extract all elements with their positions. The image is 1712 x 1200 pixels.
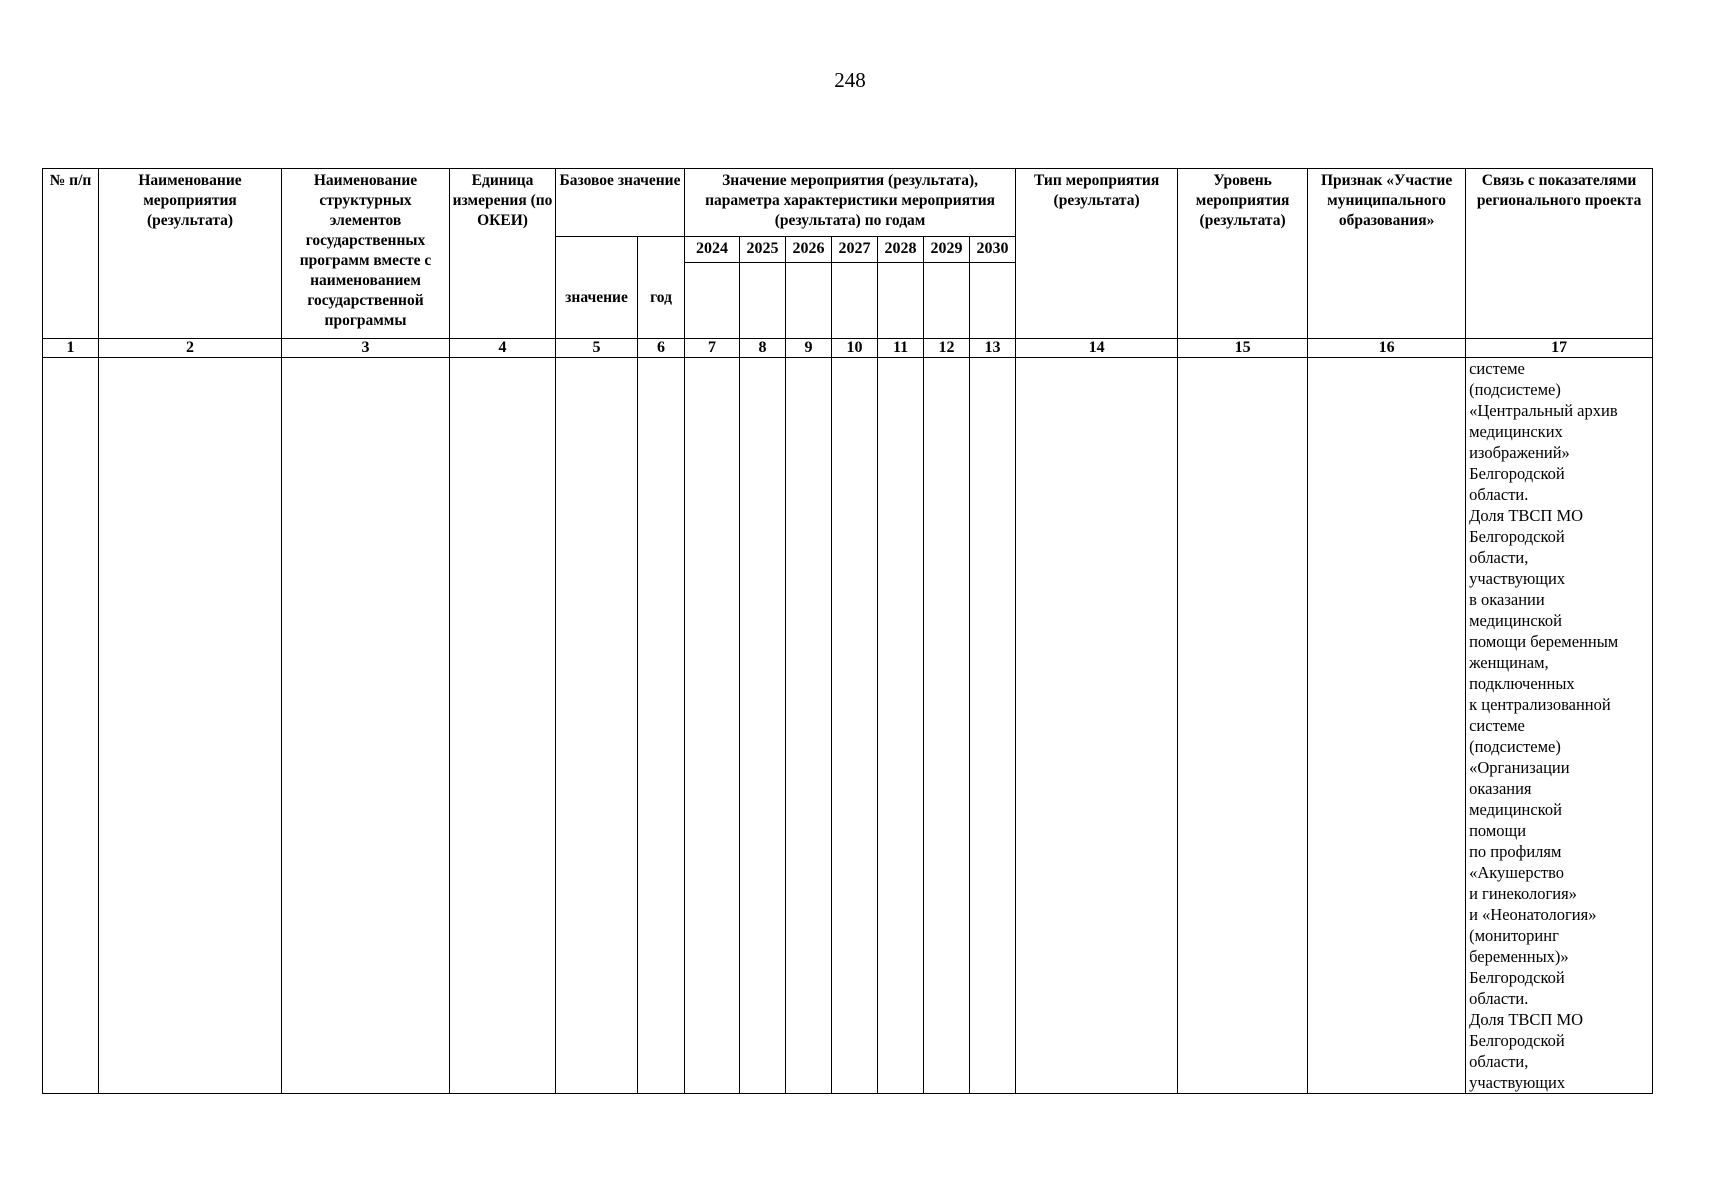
regional-link-line: области. [1469, 989, 1529, 1008]
column-number: 2 [99, 339, 282, 358]
header-measure-name: Наименование мероприятия (результата) [99, 169, 282, 339]
regional-link-line: помощи беременным [1469, 632, 1619, 651]
header-year-2027: 2027 [832, 237, 878, 263]
header-year-2026: 2026 [786, 237, 832, 263]
header-base-value: Базовое значение [556, 169, 685, 237]
header-year-2026-space [786, 263, 832, 339]
header-measure-level: Уровень мероприятия (результата) [1178, 169, 1308, 339]
header-values-by-year: Значение мероприятия (результата), параметра характеристики мероприятия (результата) по годам [685, 169, 1016, 237]
regional-link-line: Белгородской [1469, 464, 1565, 483]
cell-value-2028 [878, 358, 924, 1094]
column-number: 1 [43, 339, 99, 358]
regional-link-line: помощи [1469, 821, 1527, 840]
column-number: 8 [740, 339, 786, 358]
regional-link-line: медицинской [1469, 800, 1562, 819]
column-number: 4 [450, 339, 556, 358]
column-number: 11 [878, 339, 924, 358]
regional-link-line: «Акушерство [1469, 863, 1565, 882]
regional-link-line: Белгородской [1469, 1031, 1565, 1050]
measures-table [42, 168, 1653, 1094]
header-measure-type: Тип мероприятия (результата) [1016, 169, 1178, 339]
header-year-2025: 2025 [740, 237, 786, 263]
header-year-2024: 2024 [685, 237, 740, 263]
regional-link-line: «Центральный архив [1469, 401, 1618, 420]
regional-link-line: Белгородской [1469, 527, 1565, 546]
header-year-2024-space [685, 263, 740, 339]
regional-link-line: подключенных [1469, 674, 1575, 693]
regional-link-line: участвующих [1469, 569, 1566, 588]
header-municipal-participation: Признак «Участие муниципального образования» [1308, 169, 1466, 339]
column-number: 12 [924, 339, 970, 358]
header-unit: Единица измерения (по ОКЕИ) [450, 169, 556, 339]
cell-measure-level [1178, 358, 1308, 1094]
cell-value-2026 [786, 358, 832, 1094]
header-year-2027-space [832, 263, 878, 339]
column-number: 3 [282, 339, 450, 358]
regional-link-line: (подсистеме) [1469, 737, 1561, 756]
header-year-2029-space [924, 263, 970, 339]
cell-value-2029 [924, 358, 970, 1094]
regional-link-line: области. [1469, 485, 1529, 504]
regional-link-line: по профилям [1469, 842, 1562, 861]
header-base-value-year: год [638, 237, 685, 339]
column-number: 15 [1178, 339, 1308, 358]
regional-link-line: оказания [1469, 779, 1532, 798]
header-row-1 [43, 169, 1653, 237]
header-number: № п/п [43, 169, 99, 339]
cell-measure-name [99, 358, 282, 1094]
regional-link-line: и «Неонатология» [1469, 905, 1597, 924]
regional-link-line: (подсистеме) [1469, 380, 1561, 399]
regional-link-line: Белгородской [1469, 968, 1565, 987]
cell-measure-type [1016, 358, 1178, 1094]
header-regional-link: Связь с показателями регионального проекта [1466, 169, 1653, 339]
header-year-2030: 2030 [970, 237, 1016, 263]
header-year-2028-space [878, 263, 924, 339]
regional-link-line: женщинам, [1469, 653, 1549, 672]
cell-municipal-participation [1308, 358, 1466, 1094]
cell-unit [450, 358, 556, 1094]
cell-regional-link [1466, 358, 1653, 1094]
column-number: 6 [638, 339, 685, 358]
regional-link-line: Доля ТВСП МО [1469, 1010, 1584, 1029]
column-number: 7 [685, 339, 740, 358]
table-row [43, 358, 1653, 1094]
column-number: 5 [556, 339, 638, 358]
regional-link-line: (мониторинг [1469, 926, 1559, 945]
cell-base-value [556, 358, 638, 1094]
header-structural-elements: Наименование структурных элементов государственных программ вместе с наименованием государственной программы [282, 169, 450, 339]
header-year-2029: 2029 [924, 237, 970, 263]
regional-link-line: изображений» [1469, 443, 1570, 462]
cell-value-2030 [970, 358, 1016, 1094]
column-number: 9 [786, 339, 832, 358]
regional-link-line: Доля ТВСП МО [1469, 506, 1584, 525]
column-number: 14 [1016, 339, 1178, 358]
regional-link-line: в оказании [1469, 590, 1545, 609]
column-number: 17 [1466, 339, 1653, 358]
column-number: 16 [1308, 339, 1466, 358]
regional-link-line: медицинских [1469, 422, 1563, 441]
regional-link-line: «Организации [1469, 758, 1570, 777]
header-year-2025-space [740, 263, 786, 339]
page-number: 248 [834, 68, 866, 92]
regional-link-line: участвующих [1469, 1073, 1566, 1092]
cell-value-2027 [832, 358, 878, 1094]
column-number: 10 [832, 339, 878, 358]
regional-link-line: к централизованной [1469, 695, 1611, 714]
header-base-value-value: значение [556, 237, 638, 339]
regional-link-line: и гинекология» [1469, 884, 1577, 903]
cell-structural-elements [282, 358, 450, 1094]
regional-link-line: системе [1469, 716, 1525, 735]
header-year-2028: 2028 [878, 237, 924, 263]
cell-value-2024 [685, 358, 740, 1094]
column-number: 13 [970, 339, 1016, 358]
regional-link-line: области, [1469, 548, 1529, 567]
regional-link-line: беременных)» [1469, 947, 1569, 966]
cell-number [43, 358, 99, 1094]
cell-base-year [638, 358, 685, 1094]
column-number-row [43, 339, 1653, 358]
regional-link-line: области, [1469, 1052, 1529, 1071]
regional-link-line: медицинской [1469, 611, 1562, 630]
cell-value-2025 [740, 358, 786, 1094]
header-year-2030-space [970, 263, 1016, 339]
regional-link-line: системе [1469, 359, 1525, 378]
